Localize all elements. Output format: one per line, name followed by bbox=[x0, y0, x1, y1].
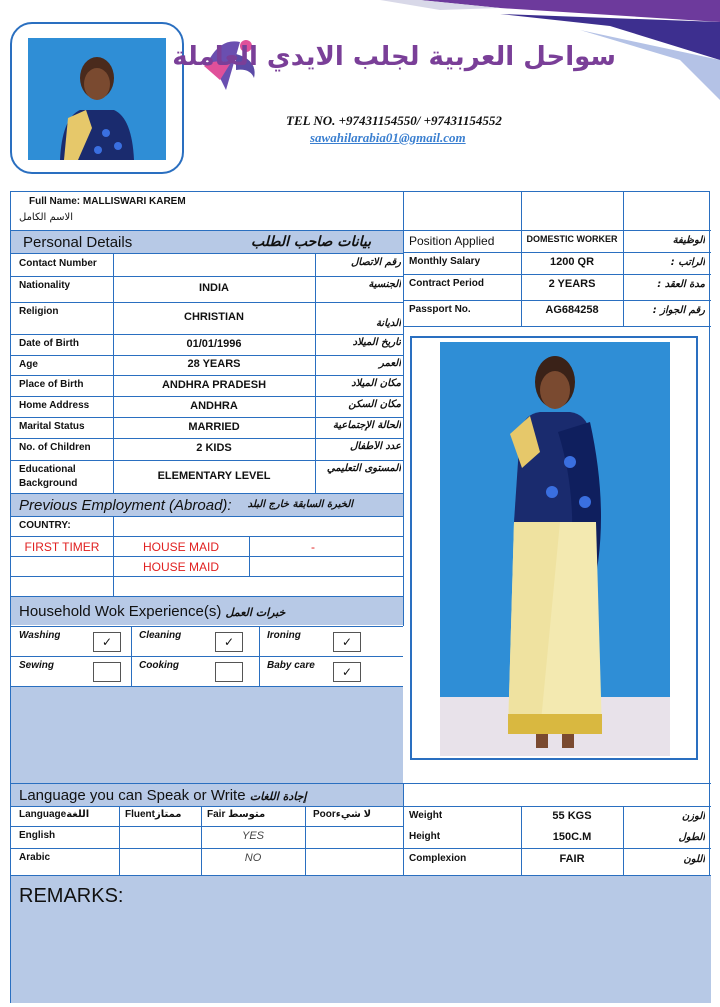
lang-arabic: Arabic bbox=[19, 852, 51, 863]
skill-checkbox[interactable] bbox=[215, 662, 243, 682]
household-title: Household Wok Experience(s) خبرات العمل bbox=[19, 603, 286, 620]
skill-label: Baby care bbox=[267, 660, 315, 671]
applicant-photo-full bbox=[410, 336, 698, 760]
physical-value: 55 KGS bbox=[552, 810, 592, 822]
full-name-arabic-label: الاسم الكامل bbox=[19, 212, 74, 223]
application-form bbox=[10, 191, 710, 1003]
physical-label: Height bbox=[409, 831, 441, 842]
employment-title: Previous Employment (Abroad): bbox=[19, 497, 232, 514]
skill-label: Cleaning bbox=[139, 630, 182, 641]
employment-country: FIRST TIMER bbox=[24, 540, 100, 554]
position-label-arabic: الراتب : bbox=[670, 257, 705, 268]
email-link[interactable]: sawahilarabia01@gmail.com bbox=[310, 130, 466, 145]
personal-label: Educational Background bbox=[19, 464, 78, 489]
lang-head-fair: Fair متوسط bbox=[207, 809, 266, 820]
position-label-arabic: رقم الجواز : bbox=[652, 305, 705, 316]
skill-checkbox[interactable]: ✓ bbox=[93, 632, 121, 652]
remarks-title: REMARKS: bbox=[19, 885, 124, 907]
physical-label: Weight bbox=[409, 810, 443, 821]
position-label: Position Applied bbox=[409, 234, 495, 248]
personal-label-arabic: تاريخ الميلاد bbox=[352, 337, 401, 348]
lang-head-fluent: Fluentممتاز bbox=[125, 809, 182, 820]
personal-value: 2 KIDS bbox=[196, 442, 232, 454]
position-label-arabic: الوظيفة bbox=[672, 235, 705, 246]
applicant-photo-small bbox=[10, 22, 184, 174]
lang-head-poor: Poorلا شيء bbox=[313, 809, 372, 820]
personal-label-arabic: الديانة bbox=[375, 318, 401, 329]
personal-value: ANDHRA PRADESH bbox=[161, 378, 267, 391]
full-name-value: MALLISWARI KAREM bbox=[82, 196, 186, 207]
personal-label: Contact Number bbox=[19, 258, 97, 269]
physical-value: 150C.M bbox=[552, 831, 592, 843]
lang-english-fair: YES bbox=[241, 830, 264, 842]
personal-label: No. of Children bbox=[19, 442, 91, 453]
personal-value: MARRIED bbox=[188, 420, 240, 433]
language-title: Language you can Speak or Write إجادة اللغات bbox=[19, 787, 307, 804]
physical-label-arabic: اللون bbox=[683, 854, 705, 865]
skill-label: Cooking bbox=[139, 660, 179, 671]
skill-checkbox[interactable]: ✓ bbox=[215, 632, 243, 652]
physical-label-arabic: الطول bbox=[678, 832, 705, 843]
personal-label-arabic: رقم الاتصال bbox=[351, 257, 401, 268]
blank-area bbox=[11, 687, 403, 783]
personal-label-arabic: المستوى التعليمي bbox=[326, 463, 401, 474]
skill-checkbox[interactable]: ✓ bbox=[333, 662, 361, 682]
personal-label: Date of Birth bbox=[19, 338, 79, 349]
skill-checkbox[interactable]: ✓ bbox=[333, 632, 361, 652]
personal-value: 28 YEARS bbox=[187, 358, 241, 370]
position-value: DOMESTIC WORKER bbox=[526, 234, 618, 244]
personal-label-arabic: عدد الأطفال bbox=[350, 441, 401, 452]
personal-label-arabic: الحالة الإجتماعية bbox=[332, 420, 401, 431]
position-value: 2 YEARS bbox=[548, 278, 596, 290]
position-label: Contract Period bbox=[409, 278, 485, 289]
physical-label: Complexion bbox=[409, 853, 467, 864]
physical-value: FAIR bbox=[559, 853, 585, 865]
personal-value: CHRISTIAN bbox=[184, 311, 244, 323]
employment-period: - bbox=[311, 540, 315, 554]
personal-label-arabic: مكان السكن bbox=[348, 399, 401, 410]
personal-value: 01/01/1996 bbox=[186, 337, 242, 350]
personal-value: ANDHRA bbox=[190, 399, 238, 412]
telephone-numbers: TEL NO. +97431154550/ +97431154552 bbox=[286, 113, 502, 128]
personal-details-title: Personal Details bbox=[23, 234, 133, 251]
lang-head-language: Languageاللغة bbox=[19, 809, 90, 820]
skill-label: Washing bbox=[19, 630, 61, 641]
personal-value: ELEMENTARY LEVEL bbox=[157, 469, 271, 482]
lang-english: English bbox=[19, 830, 56, 841]
position-value: AG684258 bbox=[545, 304, 599, 316]
personal-label-arabic: مكان الميلاد bbox=[351, 378, 401, 389]
country-label: COUNTRY: bbox=[19, 520, 71, 531]
personal-label: Age bbox=[19, 359, 38, 370]
personal-label: Home Address bbox=[19, 400, 90, 411]
personal-label: Religion bbox=[19, 306, 59, 317]
personal-label: Marital Status bbox=[19, 421, 85, 432]
position-label-arabic: مدة العقد : bbox=[657, 279, 705, 290]
employment-position-2: HOUSE MAID bbox=[142, 560, 219, 574]
personal-label: Nationality bbox=[19, 280, 71, 291]
company-name-arabic: سواحل العربية لجلب الايدي العاملة bbox=[172, 42, 616, 72]
personal-value: INDIA bbox=[199, 282, 229, 294]
skill-label: Ironing bbox=[267, 630, 301, 641]
position-label: Monthly Salary bbox=[409, 256, 481, 267]
physical-label-arabic: الوزن bbox=[681, 811, 705, 822]
employment-title-arabic: الخبرة السابقة خارج البلد bbox=[247, 499, 353, 510]
lang-arabic-fair: NO bbox=[244, 852, 262, 864]
position-value: 1200 QR bbox=[549, 256, 595, 268]
position-label: Passport No. bbox=[409, 304, 471, 315]
personal-details-title-arabic: بيانات صاحب الطلب bbox=[250, 234, 371, 250]
skill-checkbox[interactable] bbox=[93, 662, 121, 682]
employment-position: HOUSE MAID bbox=[142, 540, 219, 554]
personal-label-arabic: الجنسية bbox=[368, 279, 401, 290]
skill-label: Sewing bbox=[19, 660, 55, 671]
personal-label-arabic: العمر bbox=[379, 358, 401, 369]
full-name-line: Full Name: MALLISWARI KAREM bbox=[29, 196, 186, 207]
personal-label: Place of Birth bbox=[19, 379, 84, 390]
